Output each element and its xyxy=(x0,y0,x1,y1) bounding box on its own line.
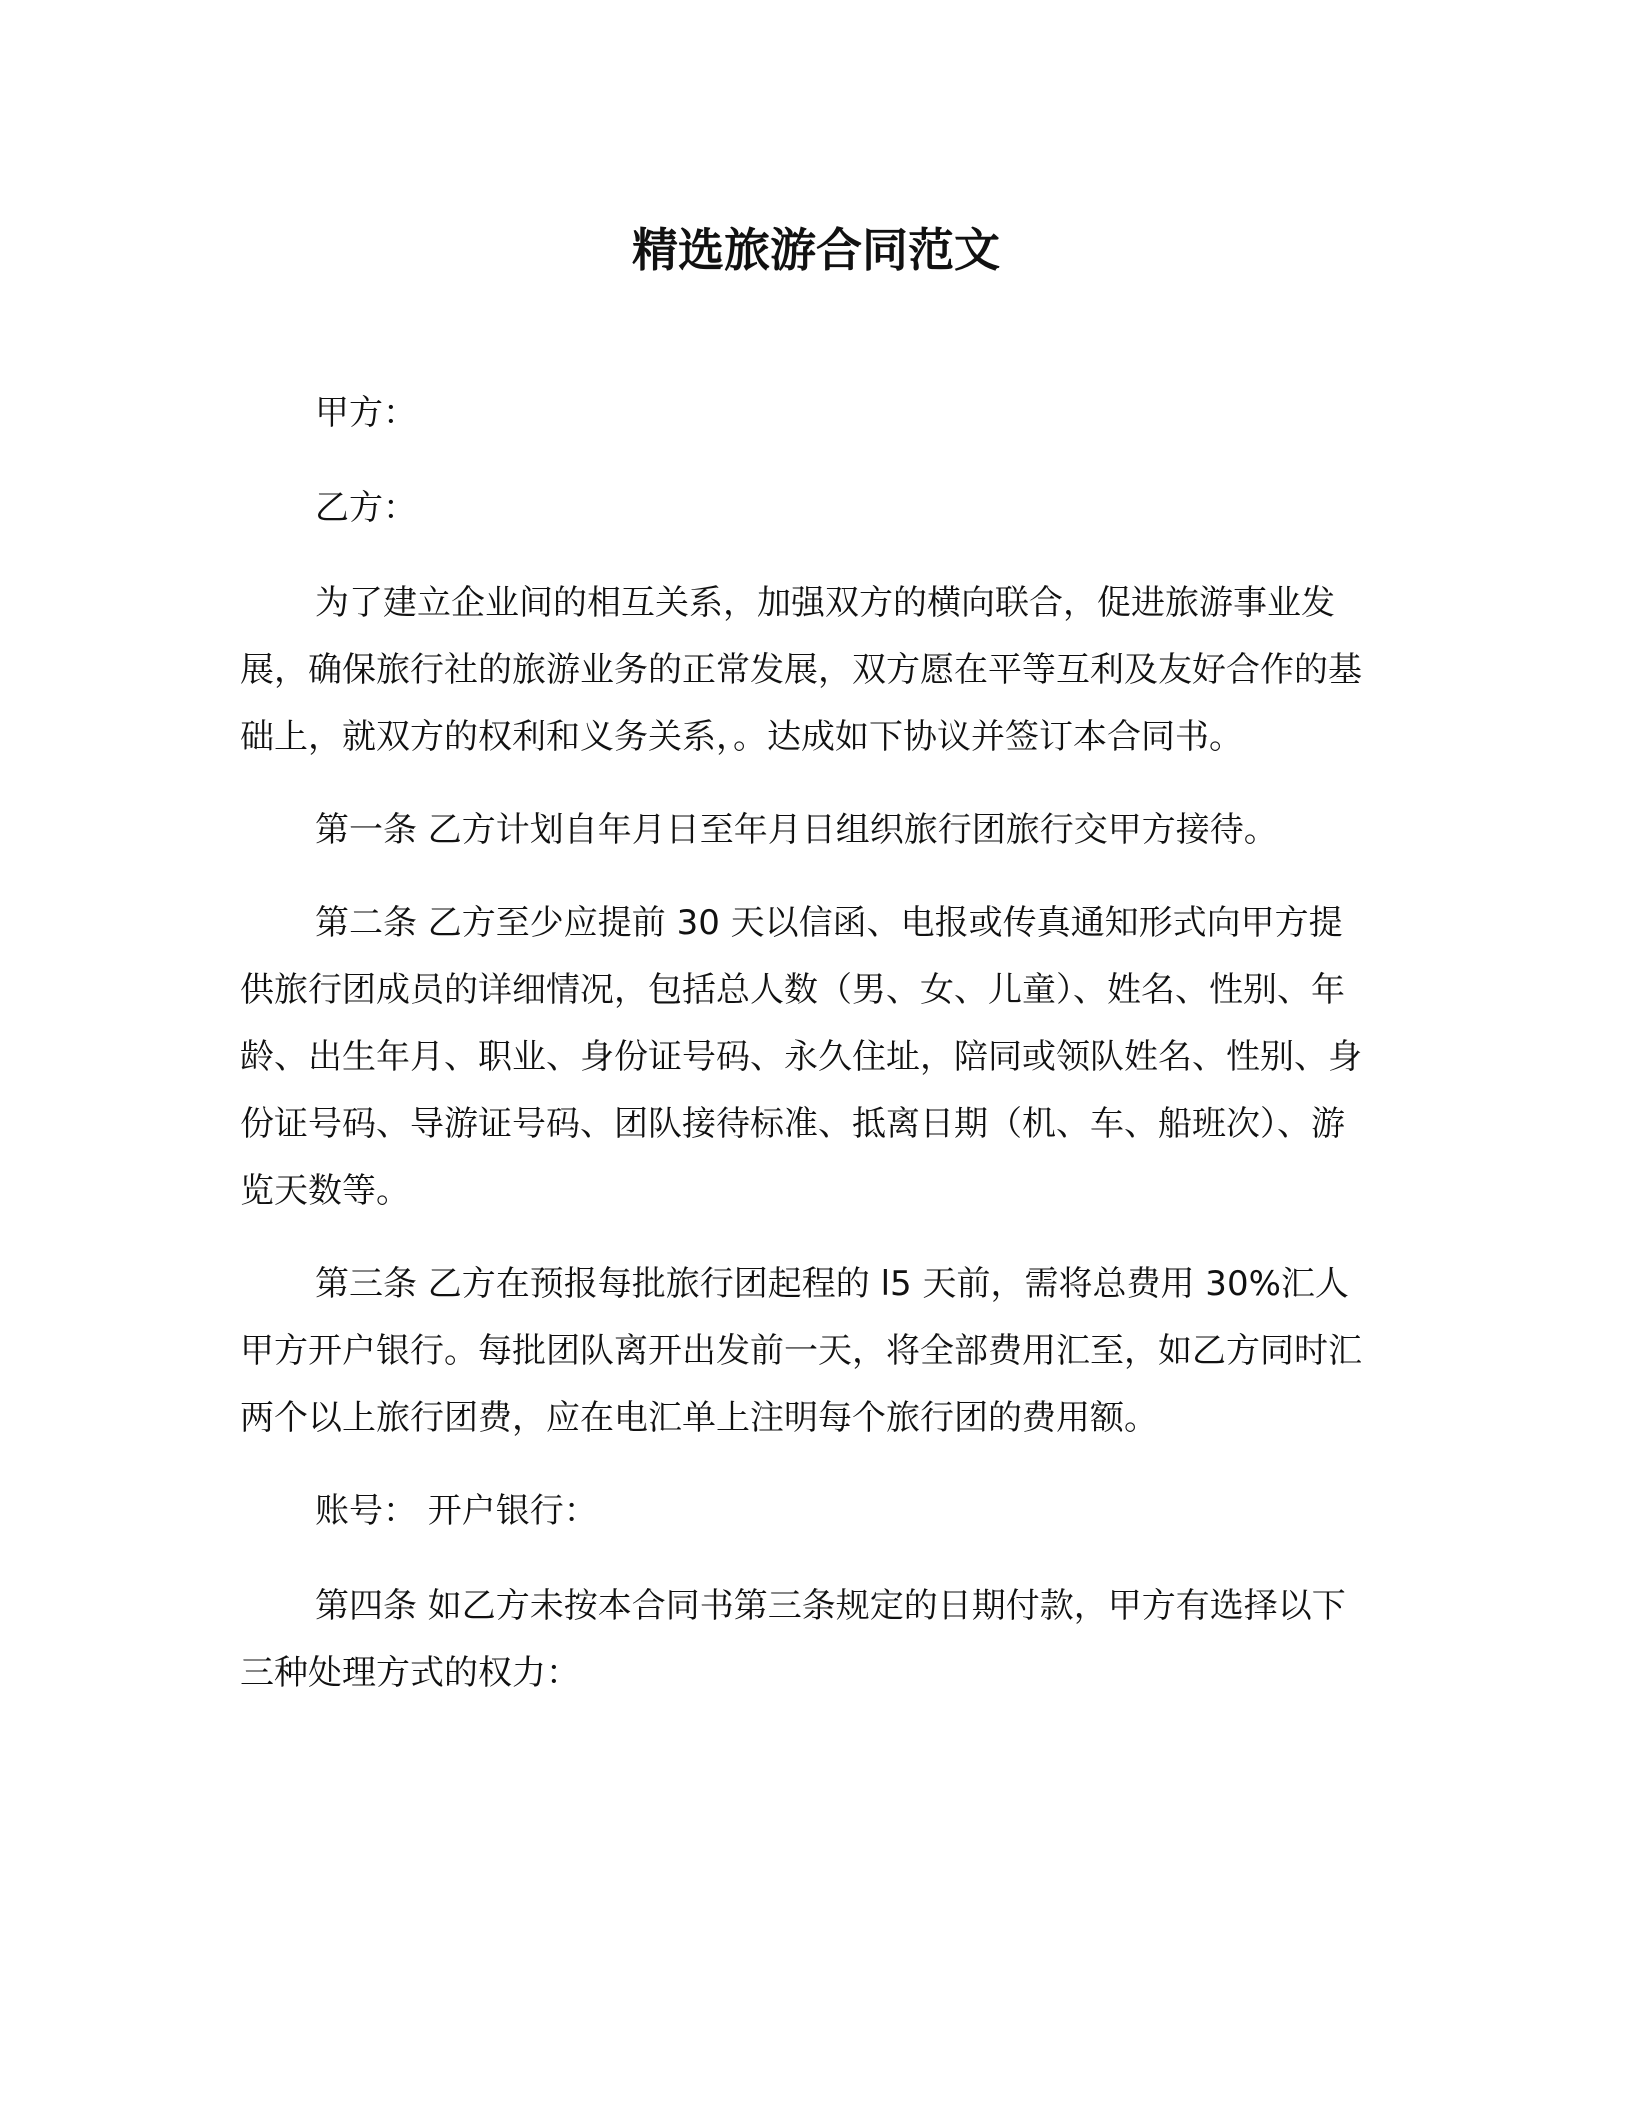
document-title: 精选旅游合同范文 xyxy=(632,223,1000,277)
article-1-paragraph: 第一条 乙方计划自年月日至年月日组织旅行团旅行交甲方接待。 xyxy=(315,810,1278,850)
document-body xyxy=(240,380,1370,1733)
article-4-paragraph: 第四条 如乙方未按本合同书第三条规定的日期付款，甲方有选择以下三种处理方式的权力： xyxy=(240,1586,1346,1693)
article-2-paragraph: 第二条 乙方至少应提前 30 天以信函、电报或传真通知形式向甲方提供旅行团成员的详细情况，包括总人数（男、女、儿童）、姓名、性别、年龄、出生年月、职业、身份证号码、永久住址，陪同或领队姓名、性别、身份证号码、导游证号码、团队接待标准、抵离日期（机、车、船班次）、游览天数等。 xyxy=(240,903,1362,1211)
party-a-line: 甲方： xyxy=(315,393,417,433)
article-3-paragraph: 第三条 乙方在预报每批旅行团起程的 l5 天前，需将总费用 30%汇人甲方开户银行。每批团队离开出发前一天，将全部费用汇至，如乙方同时汇两个以上旅行团费，应在电汇单上注明每个旅行团的费用额。 xyxy=(240,1264,1362,1438)
account-line: 账号： 开户银行： xyxy=(315,1491,598,1531)
party-b-line: 乙方： xyxy=(315,488,417,528)
preamble-paragraph: 为了建立企业间的相互关系，加强双方的横向联合，促进旅游事业发展，确保旅行社的旅游业务的正常发展，双方愿在平等互利及友好合作的基础上，就双方的权利和义务关系，。达成如下协议并签订本合同书。 xyxy=(240,583,1362,757)
